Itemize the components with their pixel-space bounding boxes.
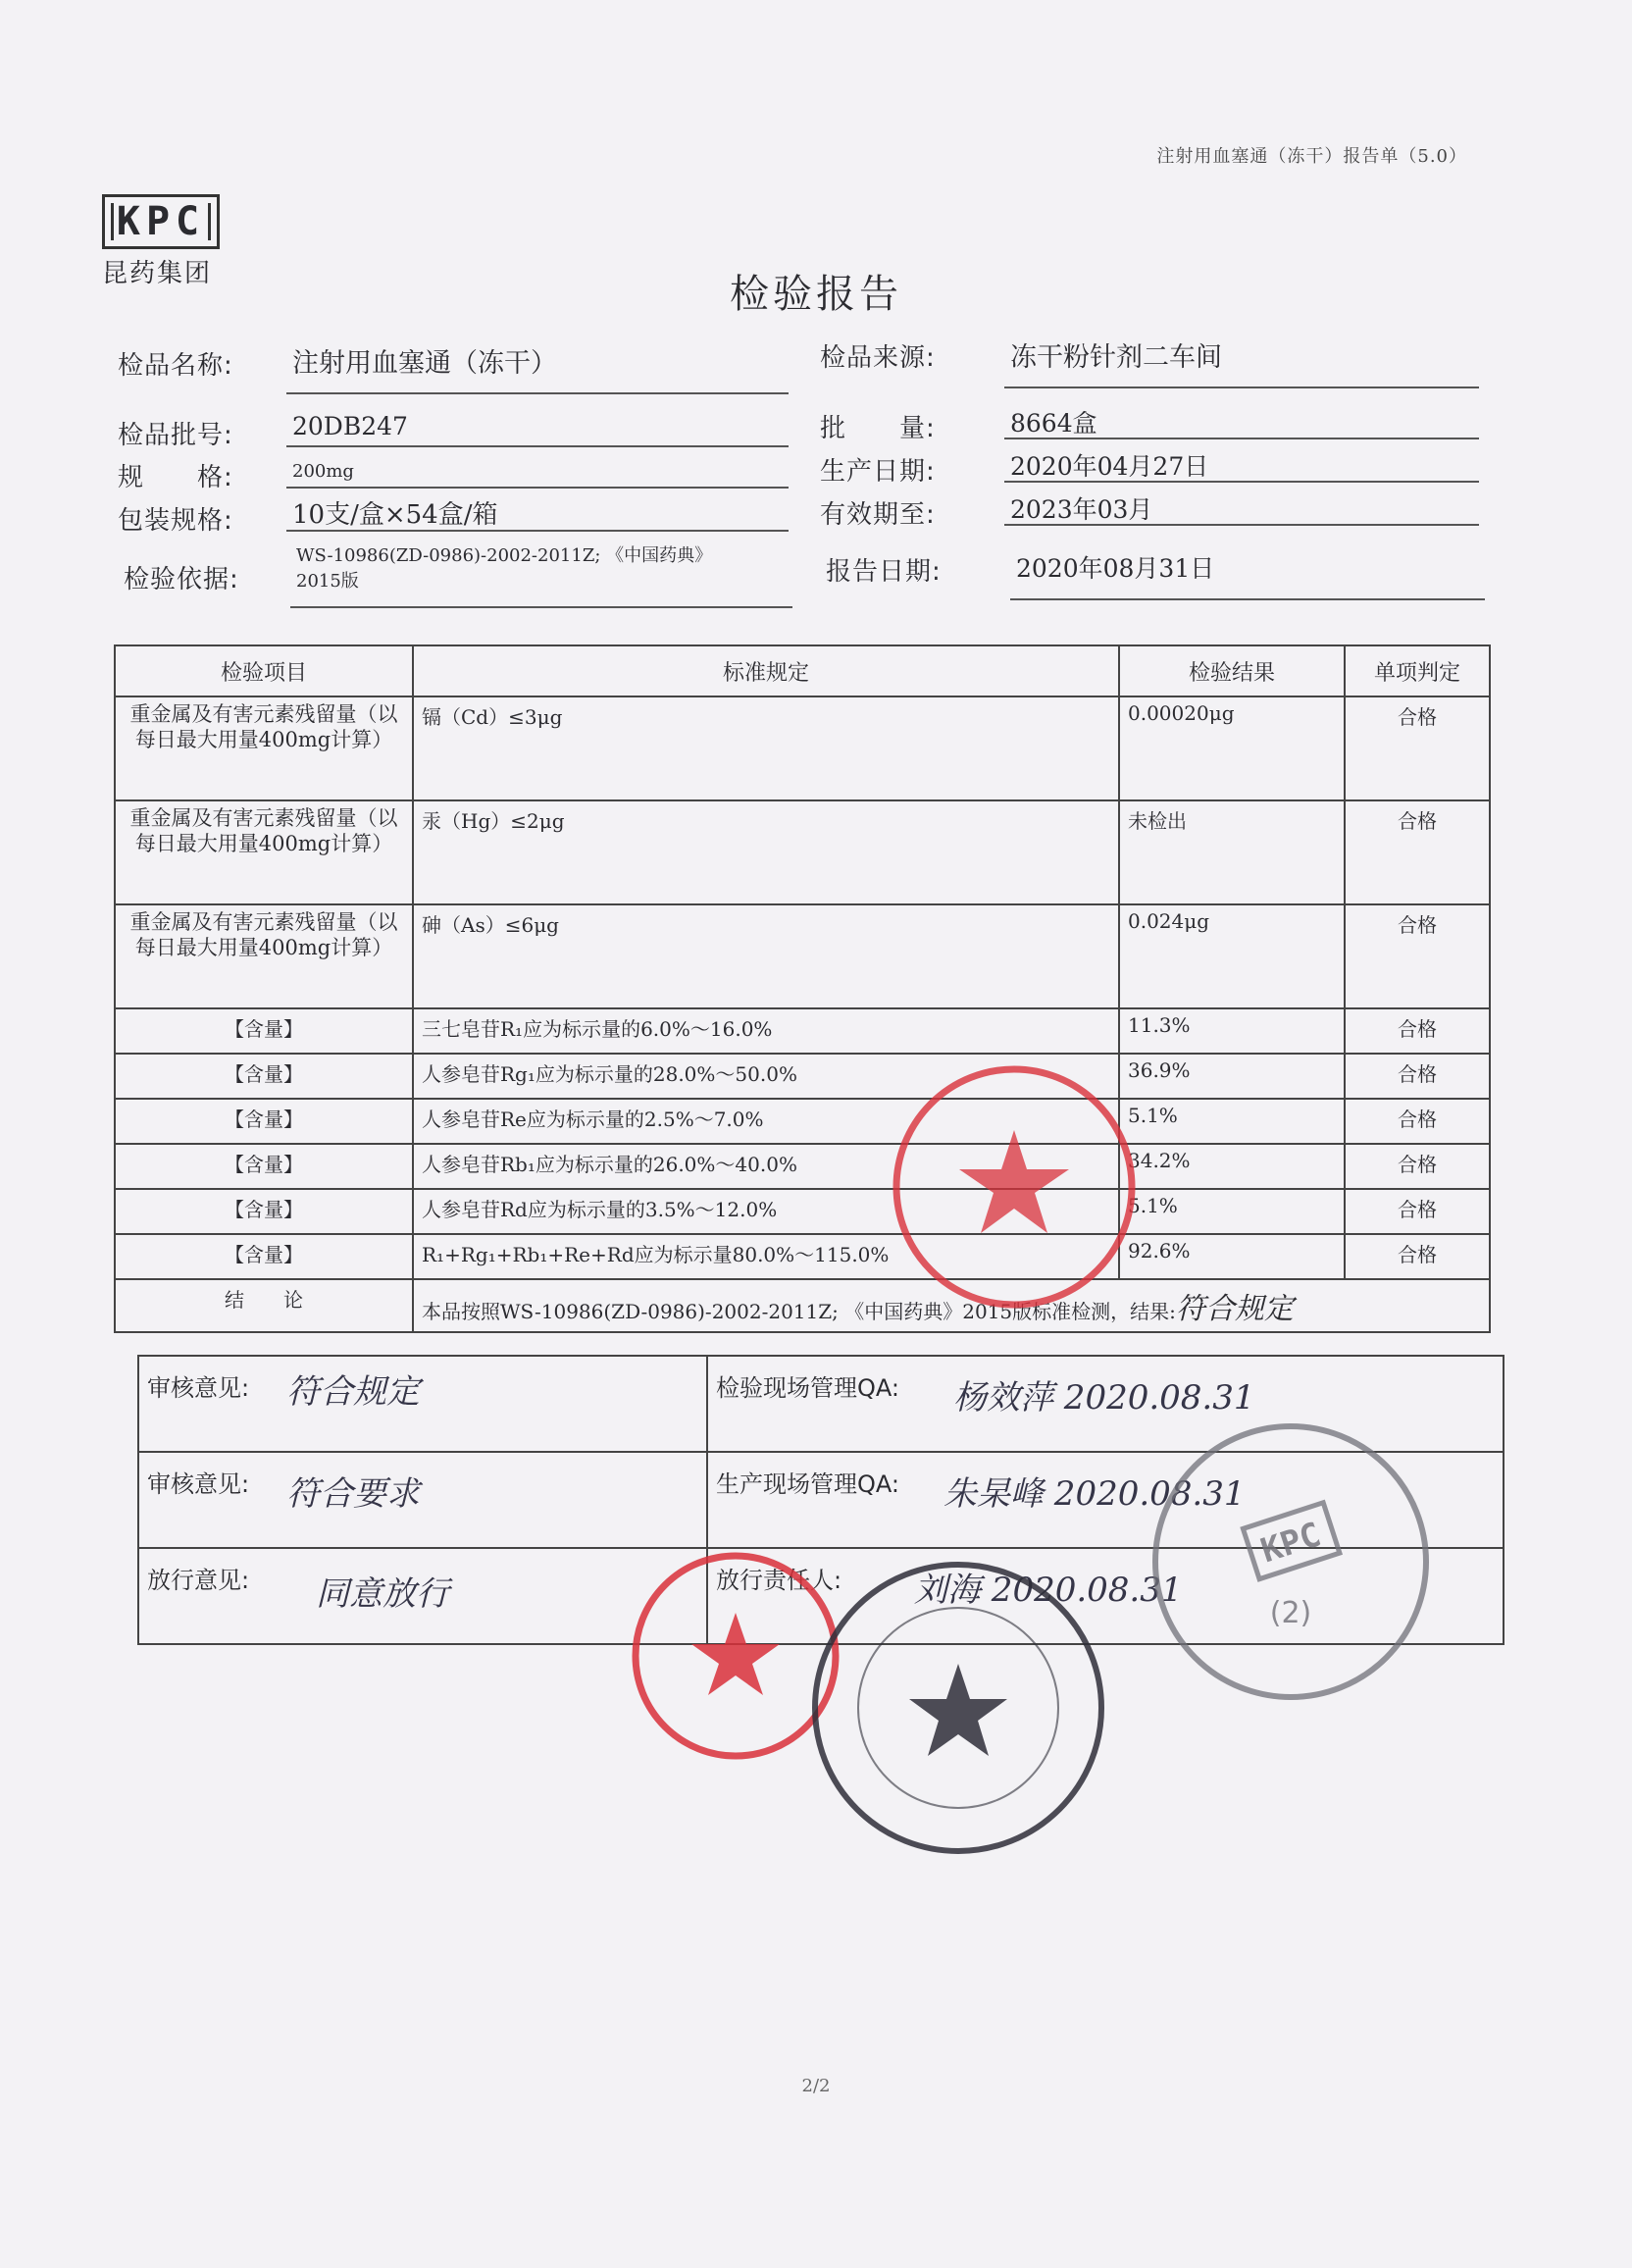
test-verdict: 合格	[1345, 1099, 1490, 1144]
table-row	[115, 1054, 1490, 1099]
report-date-label: 报告日期:	[826, 557, 942, 587]
test-result: 34.2%	[1119, 1144, 1345, 1189]
test-standard: 砷（As）≤6μg	[413, 904, 1119, 1008]
conclusion-handwritten: 符合规定	[1175, 1292, 1294, 1326]
mfg-date-label: 生产日期:	[820, 457, 936, 487]
review-label-1: 审核意见:	[147, 1374, 250, 1402]
name-label: 检品名称:	[118, 351, 233, 381]
spec-value: 200mg	[286, 459, 789, 489]
review-hand-1: 符合规定	[286, 1372, 420, 1412]
release-cell	[138, 1548, 707, 1644]
qa-production-label: 生产现场管理QA:	[716, 1470, 899, 1498]
test-item: 【含量】	[115, 1054, 413, 1099]
source-label: 检品来源:	[820, 343, 936, 373]
test-verdict: 合格	[1345, 1234, 1490, 1279]
logo-company-name: 昆药集团	[102, 259, 213, 288]
test-result: 92.6%	[1119, 1234, 1345, 1279]
basis-value-line1: WS-10986(ZD-0986)-2002-2011Z; 《中国药典》	[296, 545, 713, 566]
test-standard: 人参皂苷Rg₁应为标示量的28.0%～50.0%	[413, 1054, 1119, 1099]
test-standard: 人参皂苷Re应为标示量的2.5%～7.0%	[413, 1099, 1119, 1144]
table-row	[115, 1234, 1490, 1279]
qa-production-signature: 朱杲峰 2020.08.31	[944, 1474, 1246, 1514]
page-title: 检验报告	[730, 272, 902, 317]
test-result: 5.1%	[1119, 1099, 1345, 1144]
table-row	[115, 1189, 1490, 1234]
test-standard: R₁+Rg₁+Rb₁+Re+Rd应为标示量80.0%～115.0%	[413, 1234, 1119, 1279]
conclusion-label: 结 论	[115, 1279, 413, 1332]
review-cell-2	[138, 1452, 707, 1548]
table-row	[115, 904, 1490, 1008]
form-code: 注射用血塞通（冻干）报告单（5.0）	[1156, 146, 1467, 167]
conclusion-text: 本品按照WS-10986(ZD-0986)-2002-2011Z; 《中国药典》2015版标准检测，结果:	[422, 1300, 1176, 1323]
test-result: 未检出	[1119, 800, 1345, 904]
expiry-label: 有效期至:	[820, 500, 936, 530]
logo-mark: KPC	[102, 194, 220, 249]
test-result: 5.1%	[1119, 1189, 1345, 1234]
quantity-value: 8664盒	[1004, 404, 1479, 439]
test-item: 重金属及有害元素残留量（以每日最大用量400mg计算）	[115, 800, 413, 904]
svg-text:(2): (2)	[1269, 1596, 1312, 1630]
table-row	[115, 696, 1490, 800]
basis-value	[290, 543, 792, 608]
test-item: 【含量】	[115, 1189, 413, 1234]
table-row	[115, 1008, 1490, 1054]
table-row	[115, 1099, 1490, 1144]
test-item: 重金属及有害元素残留量（以每日最大用量400mg计算）	[115, 696, 413, 800]
name-value: 注射用血塞通（冻干）	[286, 341, 789, 394]
results-table	[114, 644, 1491, 1333]
test-verdict: 合格	[1345, 696, 1490, 800]
packing-value: 10支/盒×54盒/箱	[286, 494, 789, 532]
qa-inspection-label: 检验现场管理QA:	[716, 1374, 899, 1402]
test-standard: 汞（Hg）≤2μg	[413, 800, 1119, 904]
test-verdict: 合格	[1345, 1144, 1490, 1189]
col-header-standard: 标准规定	[413, 645, 1119, 696]
expiry-value: 2023年03月	[1004, 490, 1479, 526]
test-item: 【含量】	[115, 1144, 413, 1189]
release-hand: 同意放行	[316, 1574, 449, 1614]
table-header-row	[115, 645, 1490, 696]
spec-label: 规 格:	[118, 463, 233, 492]
test-verdict: 合格	[1345, 800, 1490, 904]
batch-value: 20DB247	[286, 412, 789, 447]
basis-value-line2: 2015版	[296, 571, 359, 592]
test-standard: 人参皂苷Rb₁应为标示量的26.0%～40.0%	[413, 1144, 1119, 1189]
qa-inspection-signature: 杨效萍 2020.08.31	[953, 1378, 1255, 1418]
test-verdict: 合格	[1345, 904, 1490, 1008]
test-result: 11.3%	[1119, 1008, 1345, 1054]
review-label-2: 审核意见:	[147, 1470, 250, 1498]
black-seal	[806, 1556, 1110, 1860]
col-header-verdict: 单项判定	[1345, 645, 1490, 696]
test-standard: 镉（Cd）≤3μg	[413, 696, 1119, 800]
test-item: 【含量】	[115, 1008, 413, 1054]
test-item: 【含量】	[115, 1234, 413, 1279]
release-person-label: 放行责任人:	[716, 1567, 842, 1594]
report-date-value: 2020年08月31日	[1010, 545, 1485, 600]
mfg-date-value: 2020年04月27日	[1004, 447, 1479, 483]
review-hand-2: 符合要求	[286, 1474, 420, 1514]
gray-seal	[1144, 1415, 1438, 1709]
test-verdict: 合格	[1345, 1054, 1490, 1099]
review-cell-1	[138, 1356, 707, 1452]
packing-label: 包装规格:	[118, 506, 233, 536]
quantity-label: 批 量:	[820, 414, 936, 443]
table-row	[115, 800, 1490, 904]
conclusion-row	[115, 1279, 1490, 1332]
test-item: 重金属及有害元素残留量（以每日最大用量400mg计算）	[115, 904, 413, 1008]
test-result: 0.024μg	[1119, 904, 1345, 1008]
batch-label: 检品批号:	[118, 421, 233, 450]
col-header-item: 检验项目	[115, 645, 413, 696]
red-seal-quality	[889, 1061, 1140, 1313]
source-value: 冻干粉针剂二车间	[1004, 335, 1479, 388]
test-item: 【含量】	[115, 1099, 413, 1144]
table-row	[115, 1144, 1490, 1189]
test-standard: 三七皂苷R₁应为标示量的6.0%～16.0%	[413, 1008, 1119, 1054]
release-person-signature: 刘海 2020.08.31	[914, 1571, 1183, 1610]
test-result: 0.00020μg	[1119, 696, 1345, 800]
test-standard: 人参皂苷Rd应为标示量的3.5%～12.0%	[413, 1189, 1119, 1234]
col-header-result: 检验结果	[1119, 645, 1345, 696]
page-number: 2/2	[801, 2076, 831, 2096]
gray-seal-mark: KPC	[1255, 1515, 1326, 1572]
test-result: 36.9%	[1119, 1054, 1345, 1099]
test-verdict: 合格	[1345, 1189, 1490, 1234]
test-verdict: 合格	[1345, 1008, 1490, 1054]
release-label: 放行意见:	[147, 1567, 250, 1594]
basis-label: 检验依据:	[124, 565, 239, 594]
